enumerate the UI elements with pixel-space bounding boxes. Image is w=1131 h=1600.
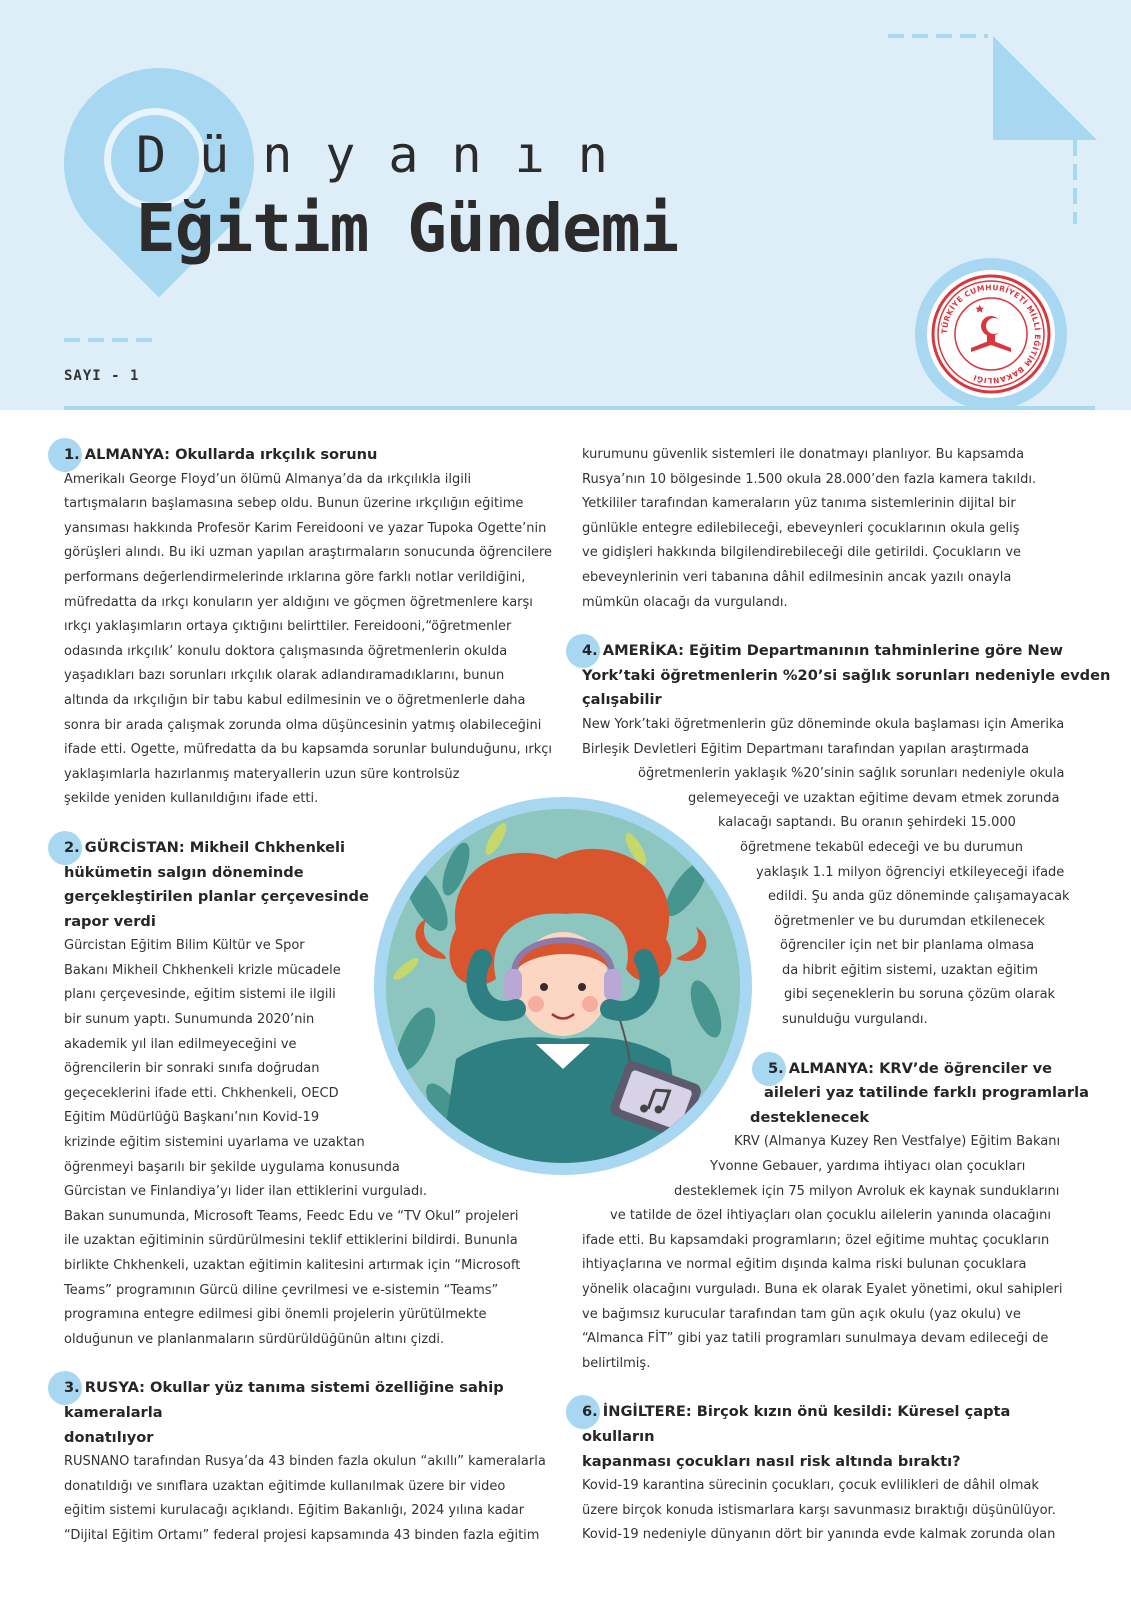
article-number: 6. <box>582 1403 598 1421</box>
article-title: rapor verdi <box>64 912 156 930</box>
text-line: ile uzaktan eğitiminin sürdürülmesini teklif ettiklerini bildirdi. Bununla <box>64 1233 518 1249</box>
text-line: Bakanı Mikheil Chkhenkeli krizle mücadele <box>64 962 341 978</box>
text-line: tartışmaların başlamasına sebep oldu. Bunun üzerine ırkçılığın eğitime <box>64 496 524 512</box>
text-line: Bakan sunumunda, Microsoft Teams, Feedc Edu ve “TV Okul” projeleri <box>64 1208 519 1224</box>
article-number: 3. <box>64 1379 80 1397</box>
text-line: yaklaşımlarla hazırlanmış materyallerin uzun süre kontrolsüz <box>64 766 460 782</box>
text-line: “Dijital Eğitim Ortamı” federal projesi kapsamında 43 binden fazla eğitim <box>64 1527 540 1543</box>
article-title: donatılıyor <box>64 1428 154 1446</box>
dashed-line-left <box>64 338 160 342</box>
text-line: ifade etti. Bu kapsamdaki programların; özel eğitime muhtaç çocukların <box>582 1232 1050 1248</box>
text-line: programına entegre edilmesi gibi önemli projelerin yürütülmekte <box>64 1307 487 1323</box>
text-line: yansıması hakkında Profesör Karim Fereidooni ve yazar Tupoka Ogette’nin <box>64 520 547 536</box>
text-line: gelemeyeceği ve uzaktan eğitime devam etmek zorunda <box>688 790 1060 806</box>
article-title: çalışabilir <box>582 691 662 709</box>
text-line: öğretmenler ve bu durumdan etkilenecek <box>774 913 1045 929</box>
text-line: edildi. Şu anda güz döneminde çalışamayacak <box>768 889 1070 905</box>
text-line: Yvonne Gebauer, yardıma ihtiyacı olan çocukları <box>710 1159 1026 1175</box>
text-line: belirtilmiş. <box>582 1355 651 1371</box>
article-title: ALMANYA: Okullarda ırkçılık sorunu <box>84 446 378 463</box>
text-line: Rusya’nın 10 bölgesinde 1.500 okula 28.000’den fazla kamera takıldı. <box>582 471 1037 487</box>
dashed-line-right <box>1073 140 1077 224</box>
article-6 <box>582 1400 1072 1548</box>
text-line: Amerikalı George Floyd’un ölümü Almanya’da da ırkçılıkla ilgili <box>64 471 472 487</box>
text-line: sunulduğu vurgulandı. <box>782 1012 928 1028</box>
text-line: kalacağı saptandı. Bu oranın şehirdeki 15.000 <box>718 815 1016 831</box>
text-line: görüşleri alındı. Bu iki uzman yapılan araştırmaların sonucunda öğrencilere <box>64 545 553 561</box>
text-line: odasında ırkçılık’ konulu doktora çalışmasında öğretmenlerin okulda <box>64 643 508 659</box>
text-line: şekilde yeniden kullanıldığını ifade etti. <box>64 791 319 807</box>
text-line: eğitim sistemi kurulacağı açıklandı. Eğitim Bakanlığı, 2024 yılına kadar <box>64 1503 525 1519</box>
article-title: GÜRCİSTAN: Mikheil Chkhenkeli <box>84 838 346 856</box>
text-line: ve tatilde de özel ihtiyaçları olan çocuklu ailelerin yanında olacağını <box>610 1208 1052 1224</box>
text-line: performans değerlendirmelerinde ırklarına göre farklı notlar verildiğini, <box>64 569 526 585</box>
text-line: günlükle entegre edilebileceği, ebeveynleri çocuklarının okula geliş <box>582 520 1020 536</box>
text-line: desteklemek için 75 milyon Avroluk ek kaynak sunduklarını <box>674 1183 1060 1199</box>
text-line: New York’taki öğretmenlerin güz döneminde okula başlaması için Amerika <box>582 716 1065 732</box>
article-heading <box>582 1400 1072 1449</box>
article-title: York’taki öğretmenlerin %20’si sağlık sorunları nedeniyle evden <box>582 666 1111 684</box>
text-line: yaklaşık 1.1 milyon öğrenciyi etkileyeceği ifade <box>756 864 1065 880</box>
text-line: ırkçı yaklaşımların ortaya çıktığını belirttiler. Fereidooni,“öğretmenler <box>64 619 512 635</box>
text-line: RUSNANO tarafından Rusya’da 43 binden fazla okulun “akıllı” kameralarla <box>64 1454 546 1470</box>
illustration-icon <box>386 809 740 1163</box>
text-line: Eğitim Müdürlüğü Başkanı’nın Kovid-19 <box>64 1110 320 1126</box>
text-line: gibi seçeneklerin bu soruna çözüm olarak <box>784 987 1056 1003</box>
text-line: ihtiyaçlarına ve normal eğitim dışında kalma riski bulunan çocuklara <box>582 1257 1027 1273</box>
seal-text: TÜRKİYE CUMHURİYETİ MİLLİ EĞİTİM BAKANLIĞI <box>939 282 1043 386</box>
article-3-continued <box>582 443 1072 615</box>
text-line: olduğunun ve planlanmaların sürdürüldüğünün altını çizdi. <box>64 1331 445 1347</box>
text-line: birlikte Chkhenkeli, uzaktan eğitimin kalitesini artırmak için “Microsoft <box>64 1258 521 1273</box>
text-line: ve bağımsız kurucular tarafından tam gün açık okulu (yaz okulu) ve <box>582 1306 1021 1322</box>
text-line: akademik yıl ilan edilmeyeceğini ve <box>64 1036 297 1052</box>
article-heading <box>64 443 544 468</box>
issue-number: SAYI - 1 <box>64 368 140 384</box>
text-line: üzere birçok konuda istismarlara karşı savunmasız bıraktığı düşünülüyor. <box>582 1502 1056 1518</box>
article-title: RUSYA: Okullar yüz tanıma sistemi özelliğine sahip kameralarla <box>64 1379 504 1421</box>
article-body <box>582 1474 1072 1548</box>
text-line: ifade etti. Ogette, müfredatta da bu kapsamda sorunlar bulunduğunu, ırkçı <box>64 742 552 758</box>
text-line: krizinde eğitim sistemini uyarlama ve uzaktan <box>64 1135 365 1151</box>
text-line: altında da ırkçılığın bir tabu kabul edilmesinin ve o öğretmenlerle daha <box>64 692 526 708</box>
ministry-seal-logo <box>927 270 1055 398</box>
text-line: Teams” programının Gürcü diline çevrilmesi ve e-sistemin “Teams” <box>64 1282 499 1298</box>
article-title: ALMANYA: KRV’de öğrenciler ve <box>788 1059 1053 1077</box>
dashed-line-top <box>888 34 988 38</box>
text-line: sonra bir arada çalışmak zorunda olma düşüncesinin yatmış olabileceğini <box>64 717 542 733</box>
text-line: planı çerçevesinde, eğitim sistemi ile ilgili <box>64 987 336 1003</box>
text-line: yaşadıkları bazı sorunları ırkçılık olarak adlandıramadıklarını, bunun <box>64 668 505 684</box>
page-title: Eğitim Gündemi <box>136 190 679 267</box>
text-line: öğrencilerin bir sonraki sınıfa doğrudan <box>64 1061 320 1077</box>
text-line: öğretmene tekabül edeceği ve bu durumun <box>740 839 1024 855</box>
title-line-1: Dünyanın <box>136 126 641 184</box>
seal-emblem-icon <box>927 270 1055 398</box>
text-line: öğrenciler için net bir planlama olmasa <box>780 938 1035 954</box>
article-3 <box>64 1376 544 1548</box>
text-line: Yetkililer tarafından kameraların yüz tanıma sistemlerinin dijital bir <box>582 496 1016 512</box>
text-line: ebeveynlerinin veri tabanına dâhil edilmesinin ancak yazılı onayla <box>582 569 1012 585</box>
text-line: Kovid-19 nedeniyle dünyanın dört bir yanında evde kalmak zorunda olan <box>582 1527 1056 1543</box>
text-line: öğrenmeyi başarılı bir şekilde uygulama konusunda <box>64 1159 400 1175</box>
article-heading <box>64 1376 544 1425</box>
text-line: KRV (Almanya Kuzey Ren Vestfalye) Eğitim Bakanı <box>734 1134 1061 1150</box>
article-body <box>64 468 553 812</box>
text-line: da hibrit eğitim sistemi, uzaktan eğitim <box>782 962 1039 978</box>
article-body <box>582 1130 1072 1376</box>
text-line: kurumunu güvenlik sistemleri ile donatmayı planlıyor. Bu kapsamda <box>582 447 1025 462</box>
article-1 <box>64 443 553 812</box>
text-line: Kovid-19 karantina sürecinin çocukları, çocuk evlilikleri de dâhil olmak <box>582 1478 1039 1494</box>
text-line: müfredatta da ırkçı konuların yer aldığını ve göçmen öğretmenlere karşı <box>64 594 533 610</box>
text-line: “Almanca FİT” gibi yaz tatili programları sunulmaya devam edileceği de <box>582 1331 1049 1347</box>
article-heading <box>582 639 1072 664</box>
text-line: Birleşik Devletleri Eğitim Departmanı tarafından yapılan araştırmada <box>582 741 1030 757</box>
article-title: aileleri yaz tatilinde farklı programlarla <box>764 1084 1089 1102</box>
article-title: hükümetin salgın döneminde <box>64 863 304 881</box>
article-title: desteklenecek <box>750 1108 870 1126</box>
text-line: bir sunum yaptı. Sunumunda 2020’nin <box>64 1012 315 1028</box>
text-line: ve gidişleri hakkında bilgilendirebileceği dile getirildi. Çocukların ve <box>582 545 1022 561</box>
article-title: AMERİKA: Eğitim Departmanının tahminlerine göre New <box>602 642 1064 660</box>
text-line: donatıldığı ve sınıflara uzaktan eğitimde kullanılmak üzere bir video <box>64 1478 506 1494</box>
article-number: 4. <box>582 642 598 660</box>
text-line: Gürcistan ve Finlandiya’yı lider ilan ettiklerini vurguladı. <box>64 1184 427 1200</box>
girl-with-headphones-illustration <box>386 809 740 1163</box>
text-line: Gürcistan Eğitim Bilim Kültür ve Spor <box>64 938 305 954</box>
article-number: 1. <box>64 446 80 463</box>
text-line: mümkün olacağı da vurgulandı. <box>582 594 788 610</box>
header-divider <box>64 406 1095 410</box>
text-line: geçeceklerini ifade etti. Chkhenkeli, OECD <box>64 1085 339 1101</box>
article-title: kapanması çocukları nasıl risk altında bıraktı? <box>582 1452 961 1470</box>
text-line: yönelik olacağını vurguladı. Buna ek olarak Eyalet yönetimi, okul sahipleri <box>582 1282 1063 1297</box>
article-body <box>64 1450 544 1548</box>
article-number: 2. <box>64 838 80 856</box>
article-number: 5. <box>768 1059 784 1077</box>
text-line: öğretmenlerin yaklaşık %20’sinin sağlık sorunları nedeniyle okula <box>638 766 1065 782</box>
article-title: İNGİLTERE: Birçok kızın önü kesildi: Küresel çapta okulların <box>582 1403 1011 1445</box>
article-title: gerçekleştirilen planlar çerçevesinde <box>64 888 369 906</box>
